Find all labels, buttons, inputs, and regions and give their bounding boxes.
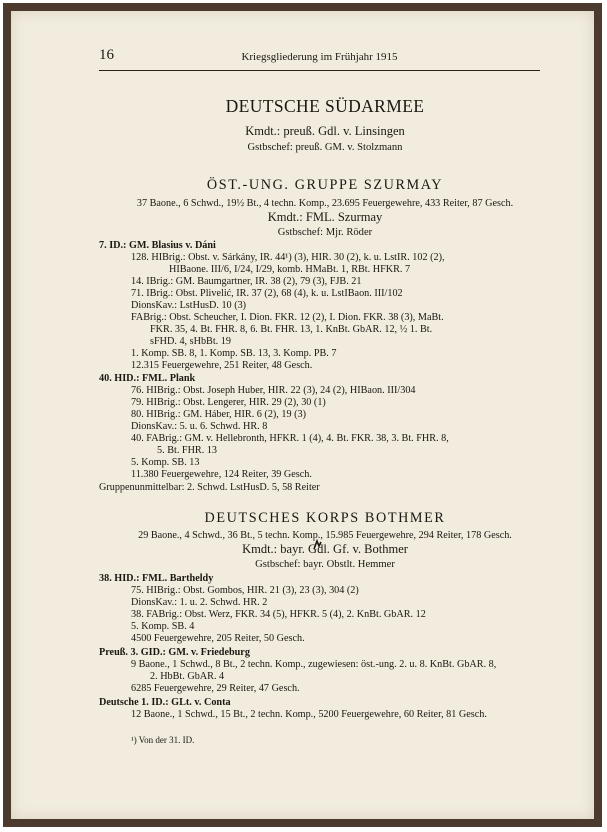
szurmay-commander: Kmdt.: FML. Szurmay (267, 210, 383, 224)
running-title: Kriegsgliederung im Frühjahr 1915 (241, 51, 398, 63)
bothmer-commander: Kmdt.: bayr. Gdl. Gf. v. Bothmer (242, 542, 408, 556)
order-line: 11.380 Feuergewehre, 124 Reiter, 39 Gesch. (131, 469, 312, 480)
order-line: 12.315 Feuergewehre, 251 Reiter, 48 Gesch. (131, 360, 313, 371)
order-line: 76. HIBrig.: Obst. Joseph Huber, HIR. 22 (3), 24 (2), HIBaon. III/304 (131, 385, 416, 396)
order-line: FABrig.: Obst. Scheucher, I. Dion. FKR. 12 (2), I. Dion. FKR. 38 (3), MaBt. (131, 312, 444, 323)
order-line: 12 Baone., 1 Schwd., 15 Bt., 2 techn. Komp., 5200 Feuergewehre, 60 Reiter, 81 Gesch. (131, 709, 487, 720)
bothmer-title: DEUTSCHES KORPS BOTHMER (204, 510, 446, 526)
page-frame (3, 3, 602, 827)
order-line: 14. IBrig.: GM. Baumgartner, IR. 38 (2), 79 (3), FJB. 21 (131, 276, 362, 287)
sudarmee-title: DEUTSCHE SÜDARMEE (225, 96, 425, 116)
page-number: 16 (99, 47, 114, 63)
order-line: 4500 Feuergewehre, 205 Reiter, 50 Gesch. (131, 633, 305, 644)
szurmay-chief-of-staff: Gstbschef: Mjr. Röder (277, 227, 373, 238)
division-preuss-3-gid: Preuß. 3. GID.: GM. v. Friedeburg (99, 647, 250, 658)
order-line: 6285 Feuergewehre, 29 Reiter, 47 Gesch. (131, 683, 300, 694)
order-line: 75. HIBrig.: Obst. Gombos, HIR. 21 (3), 23 (3), 304 (2) (131, 585, 359, 596)
order-line: 128. HIBrig.: Obst. v. Sárkány, IR. 44¹) (3), HIR. 30 (2), k. u. LstIR. 102 (2), (131, 252, 445, 263)
order-line: 2. HbBt. GbAR. 4 (150, 671, 225, 682)
order-line: 80. HIBrig.: GM. Háber, HIR. 6 (2), 19 (3) (131, 409, 307, 420)
division-38-hid: 38. HID.: FML. Bartheldy (99, 573, 214, 584)
paper-sheet (11, 11, 594, 819)
szurmay-strength: 37 Baone., 6 Schwd., 19½ Bt., 4 techn. Komp., 23.695 Feuergewehre, 433 Reiter, 87 Gesch. (136, 198, 514, 209)
sudarmee-commander: Kmdt.: preuß. Gdl. v. Linsingen (245, 124, 405, 138)
order-line: 38. FABrig.: Obst. Werz, FKR. 34 (5), HFKR. 5 (4), 2. KnBt. GbAR. 12 (131, 609, 426, 620)
bothmer-chief-of-staff: Gstbschef: bayr. Obstlt. Hemmer (255, 559, 395, 570)
order-line: DionsKav.: 5. u. 6. Schwd. HR. 8 (131, 421, 268, 432)
order-line: 79. HIBrig.: Obst. Lengerer, HIR. 29 (2), 30 (1) (131, 397, 326, 408)
division-7-id: 7. ID.: GM. Blasius v. Dáni (99, 240, 216, 251)
order-line: DionsKav.: 1. u. 2. Schwd. HR. 2 (131, 597, 268, 608)
szurmay-title: ÖST.-UNG. GRUPPE SZURMAY (206, 177, 444, 193)
order-line: DionsKav.: LstHusD. 10 (3) (131, 300, 247, 311)
order-line: sFHD. 4, sHbBt. 19 (150, 336, 231, 347)
running-header (99, 47, 540, 68)
bothmer-strength: 29 Baone., 4 Schwd., 36 Bt., 5 techn. Komp., 15.985 Feuergewehre, 294 Reiter, 178 Gesch. (138, 530, 512, 541)
group-direct-units: Gruppenunmittelbar: 2. Schwd. LstHusD. 5, 58 Reiter (99, 482, 320, 493)
order-line: FKR. 35, 4. Bt. FHR. 8, 6. Bt. FHR. 13, 1. KnBt. GbAR. 12, ½ 1. Bt. (150, 324, 433, 335)
order-line: 5. Bt. FHR. 13 (157, 445, 218, 456)
division-40-hid: 40. HID.: FML. Plank (99, 373, 196, 384)
order-line: 71. IBrig.: Obst. Plivelić, IR. 37 (2), 68 (4), k. u. LstIBaon. III/102 (131, 288, 403, 299)
order-line: 40. FABrig.: GM. v. Hellebronth, HFKR. 1 (4), 4. Bt. FKR. 38, 3. Bt. FHR. 8, (131, 433, 449, 444)
order-line: 5. Komp. SB. 13 (131, 457, 200, 468)
document-page (11, 11, 594, 819)
sudarmee-chief-of-staff: Gstbschef: preuß. GM. v. Stolzmann (247, 142, 403, 153)
header-rule (99, 70, 540, 71)
order-line: HIBaone. III/6, I/24, I/29, komb. HMaBt. 1, RBt. HFKR. 7 (169, 264, 411, 275)
footnote: ¹) Von der 31. ID. (131, 735, 195, 745)
division-deutsche-1-id: Deutsche 1. ID.: GLt. v. Conta (99, 697, 231, 708)
order-line: 5. Komp. SB. 4 (131, 621, 195, 632)
order-line: 9 Baone., 1 Schwd., 8 Bt., 2 techn. Komp., zugewiesen: öst.-ung. 2. u. 8. KnBt. GbAR. 8, (131, 659, 497, 670)
order-line: 1. Komp. SB. 8, 1. Komp. SB. 13, 3. Komp. PB. 7 (131, 348, 337, 359)
ink-mark-icon (312, 539, 323, 551)
